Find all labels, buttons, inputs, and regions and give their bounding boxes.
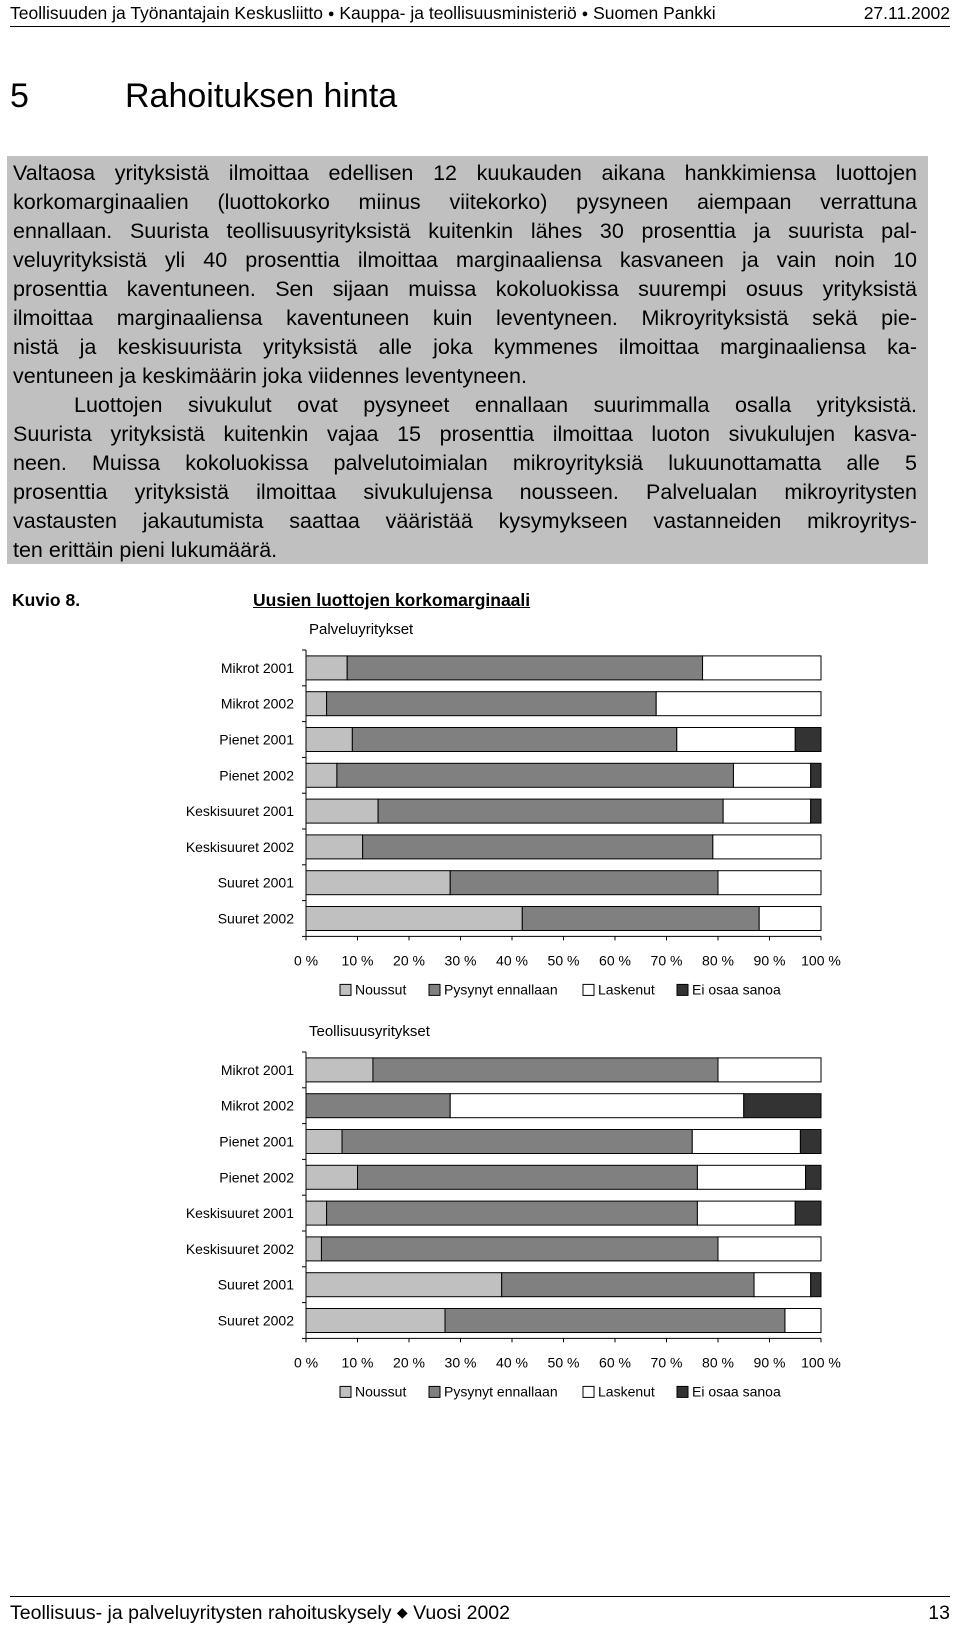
footer-text bbox=[10, 1602, 510, 1625]
bar-segment bbox=[306, 763, 337, 787]
category-label: Pienet 2002 bbox=[219, 1169, 294, 1186]
paragraph-line: ennallaan. Suurista teollisuusyrityksistä kuitenkin lähes 30 prosenttia ja suurista pal- bbox=[13, 219, 917, 243]
paragraph-2 bbox=[13, 420, 917, 565]
footer-separator: ◆ bbox=[396, 1604, 408, 1620]
paragraph-line: Luottojen sivukulut ovat pysyneet ennallaan suurimmalla osalla yrityksistä. bbox=[74, 393, 917, 417]
bar-segment bbox=[337, 763, 734, 787]
legend-swatch bbox=[583, 984, 594, 995]
bar-segment bbox=[718, 1058, 821, 1082]
bar-segment bbox=[656, 692, 821, 716]
paragraph-line: prosenttia yrityksistä ilmoittaa sivukulujensa nousseen. Palvelualan mikroyritysten bbox=[13, 480, 917, 504]
legend-swatch bbox=[677, 1386, 688, 1397]
paragraph-line: nistä ja keskisuurista yrityksistä alle joka kymmenes ilmoittaa marginaaliensa ka- bbox=[13, 335, 917, 359]
bar-segment bbox=[723, 799, 811, 823]
legend-swatch bbox=[429, 1386, 440, 1397]
legend-label: Pysynyt ennallaan bbox=[444, 981, 558, 998]
bar-segment bbox=[718, 871, 821, 895]
paragraph-line: ilmoittaa marginaaliensa kaventuneen kuin leventyneen. Mikroyrityksistä sekä pie- bbox=[13, 306, 917, 330]
paragraph-line: korkomarginaalien (luottokorko miinus viitekorko) pysyneen aiempaan verrattuna bbox=[13, 190, 917, 214]
legend-label: Noussut bbox=[355, 981, 407, 998]
chart-title: Palveluyritykset bbox=[309, 621, 414, 638]
bar-segment bbox=[306, 799, 378, 823]
category-label: Pienet 2002 bbox=[219, 767, 294, 784]
footer-publication: Teollisuus- ja palveluyritysten rahoituskysely bbox=[10, 1602, 392, 1624]
x-tick-label: 70 % bbox=[650, 952, 683, 969]
paragraph-line: vastausten jakautumista saattaa vääristää kysymykseen vastanneiden mikroyritys- bbox=[13, 509, 917, 533]
bar-segment bbox=[373, 1058, 718, 1082]
paragraph-line: ventuneen ja keskimäärin joka viidennes leventyneen. bbox=[13, 364, 527, 388]
bar-segment bbox=[306, 692, 327, 716]
x-tick-label: 100 % bbox=[801, 1354, 841, 1371]
bar-segment bbox=[795, 728, 821, 752]
x-tick-label: 10 % bbox=[341, 952, 374, 969]
x-tick-label: 30 % bbox=[444, 952, 477, 969]
category-label: Keskisuuret 2001 bbox=[185, 1205, 294, 1222]
bar-segment bbox=[795, 1201, 821, 1225]
category-label: Suuret 2001 bbox=[217, 874, 294, 891]
bar-segment bbox=[713, 835, 821, 859]
x-tick-label: 40 % bbox=[496, 1354, 528, 1371]
bar-segment bbox=[502, 1273, 754, 1297]
bar-segment bbox=[306, 1237, 321, 1261]
bar-segment bbox=[811, 763, 821, 787]
legend-label: Noussut bbox=[355, 1383, 407, 1400]
x-tick-label: 50 % bbox=[547, 952, 580, 969]
legend-swatch bbox=[340, 984, 351, 995]
bar-segment bbox=[785, 1309, 821, 1333]
page-header bbox=[10, 0, 950, 30]
bar-segment bbox=[450, 1094, 744, 1118]
header-separator-2: ● bbox=[581, 8, 589, 20]
category-label: Mikrot 2002 bbox=[220, 695, 294, 712]
bar-segment bbox=[363, 835, 713, 859]
category-label: Keskisuuret 2002 bbox=[185, 1240, 294, 1257]
chart-title: Teollisuusyritykset bbox=[309, 1023, 430, 1040]
paragraph-1 bbox=[13, 159, 917, 420]
x-tick-label: 0 % bbox=[293, 952, 319, 969]
bar-segment bbox=[352, 728, 676, 752]
bar-segment bbox=[306, 907, 522, 931]
category-label: Suuret 2002 bbox=[217, 910, 294, 927]
category-label: Mikrot 2001 bbox=[220, 1061, 294, 1078]
bar-segment bbox=[306, 835, 363, 859]
bar-segment bbox=[306, 1130, 342, 1154]
header-date: 27.11.2002 bbox=[863, 3, 950, 23]
bar-segment bbox=[450, 871, 718, 895]
bar-segment bbox=[321, 1237, 718, 1261]
bar-segment bbox=[306, 1273, 502, 1297]
category-label: Suuret 2001 bbox=[217, 1276, 294, 1293]
section-title-text: Rahoituksen hinta bbox=[125, 77, 398, 115]
bar-segment bbox=[358, 1165, 698, 1189]
chart-teollisuusyritykset bbox=[0, 1023, 960, 1416]
category-label: Keskisuuret 2001 bbox=[185, 803, 294, 820]
x-tick-label: 30 % bbox=[444, 1354, 477, 1371]
bar-segment bbox=[754, 1273, 811, 1297]
page-footer bbox=[10, 1596, 950, 1628]
bar-segment bbox=[697, 1201, 795, 1225]
x-tick-label: 90 % bbox=[753, 952, 786, 969]
bar-segment bbox=[522, 907, 759, 931]
header-org-1: Teollisuuden ja Työnantajain Keskusliitto bbox=[10, 3, 323, 23]
bar-segment bbox=[306, 656, 347, 680]
x-tick-label: 60 % bbox=[599, 952, 631, 969]
page-number: 13 bbox=[928, 1602, 950, 1624]
legend-label: Laskenut bbox=[598, 1383, 655, 1400]
paragraph-line: Valtaosa yrityksistä ilmoittaa edellisen 12 kuukauden aikana hankkimiensa luottojen bbox=[13, 161, 917, 185]
section-title bbox=[10, 76, 397, 116]
figure-title: Uusien luottojen korkomarginaali bbox=[253, 590, 531, 610]
legend-label: Laskenut bbox=[598, 981, 655, 998]
bar-segment bbox=[445, 1309, 785, 1333]
bar-segment bbox=[718, 1237, 821, 1261]
x-tick-label: 60 % bbox=[599, 1354, 631, 1371]
legend-swatch bbox=[429, 984, 440, 995]
paragraph-line: ten erittäin pieni lukumäärä. bbox=[13, 538, 278, 562]
x-tick-label: 20 % bbox=[393, 1354, 425, 1371]
paragraph-line: Suurista yrityksistä kuitenkin vajaa 15 prosenttia ilmoittaa luoton sivukulujen kasva- bbox=[13, 422, 917, 446]
bar-segment bbox=[306, 1201, 327, 1225]
bar-segment bbox=[697, 1165, 805, 1189]
bar-segment bbox=[306, 1165, 358, 1189]
paragraph-line: neen. Muissa kokoluokissa palvelutoimialan mikroyrityksiä lukuunottamatta alle 5 bbox=[13, 451, 917, 475]
bar-segment bbox=[733, 763, 810, 787]
legend-label: Ei osaa sanoa bbox=[692, 1383, 781, 1400]
plot-area bbox=[186, 1052, 841, 1399]
bar-segment bbox=[800, 1130, 821, 1154]
bar-segment bbox=[744, 1094, 821, 1118]
paragraph-line: prosenttia kaventuneen. Sen sijaan muissa kokoluokissa suurempi osuus yrityksistä bbox=[13, 277, 917, 301]
bar-segment bbox=[306, 1309, 445, 1333]
footer-rule bbox=[10, 1596, 950, 1597]
category-label: Pienet 2001 bbox=[219, 731, 294, 748]
plot-area bbox=[186, 650, 841, 997]
header-rule bbox=[10, 26, 950, 27]
bar-segment bbox=[378, 799, 723, 823]
x-tick-label: 80 % bbox=[702, 1354, 734, 1371]
legend-swatch bbox=[340, 1386, 351, 1397]
x-tick-label: 10 % bbox=[341, 1354, 374, 1371]
header-separator-1: ● bbox=[327, 8, 335, 20]
category-label: Pienet 2001 bbox=[219, 1133, 294, 1150]
bar-segment bbox=[677, 728, 795, 752]
x-tick-label: 80 % bbox=[702, 952, 734, 969]
legend-swatch bbox=[583, 1386, 594, 1397]
x-tick-label: 40 % bbox=[496, 952, 528, 969]
bar-segment bbox=[759, 907, 821, 931]
bar-segment bbox=[306, 728, 352, 752]
category-label: Suuret 2002 bbox=[217, 1312, 294, 1329]
bar-segment bbox=[327, 1201, 698, 1225]
paragraph-line: veluyrityksistä yli 40 prosenttia ilmoittaa marginaaliensa kasvaneen ja vain noin 10 bbox=[13, 248, 917, 272]
bar-segment bbox=[342, 1130, 692, 1154]
bar-segment bbox=[703, 656, 821, 680]
bar-segment bbox=[692, 1130, 800, 1154]
x-tick-label: 50 % bbox=[547, 1354, 580, 1371]
header-org-2: Kauppa- ja teollisuusministeriö bbox=[339, 3, 577, 23]
header-organizations bbox=[10, 2, 716, 27]
body-text-box bbox=[7, 156, 928, 564]
category-label: Keskisuuret 2002 bbox=[185, 838, 294, 855]
bar-segment bbox=[806, 1165, 821, 1189]
footer-year: Vuosi 2002 bbox=[413, 1602, 510, 1624]
chart-palveluyritykset bbox=[0, 621, 960, 1014]
figure-label: Kuvio 8. bbox=[12, 590, 81, 610]
legend-label: Pysynyt ennallaan bbox=[444, 1383, 558, 1400]
category-label: Mikrot 2002 bbox=[220, 1097, 294, 1114]
bar-segment bbox=[306, 871, 450, 895]
x-tick-label: 100 % bbox=[801, 952, 841, 969]
category-label: Mikrot 2001 bbox=[220, 659, 294, 676]
x-tick-label: 90 % bbox=[753, 1354, 786, 1371]
section-number: 5 bbox=[10, 77, 29, 115]
header-org-3: Suomen Pankki bbox=[593, 3, 716, 23]
bar-segment bbox=[811, 1273, 821, 1297]
bar-segment bbox=[347, 656, 702, 680]
x-tick-label: 70 % bbox=[650, 1354, 683, 1371]
bar-segment bbox=[306, 1094, 450, 1118]
bar-segment bbox=[811, 799, 821, 823]
legend-label: Ei osaa sanoa bbox=[692, 981, 781, 998]
bar-segment bbox=[306, 1058, 373, 1082]
x-tick-label: 0 % bbox=[293, 1354, 319, 1371]
legend-swatch bbox=[677, 984, 688, 995]
bar-segment bbox=[327, 692, 657, 716]
x-tick-label: 20 % bbox=[393, 952, 425, 969]
